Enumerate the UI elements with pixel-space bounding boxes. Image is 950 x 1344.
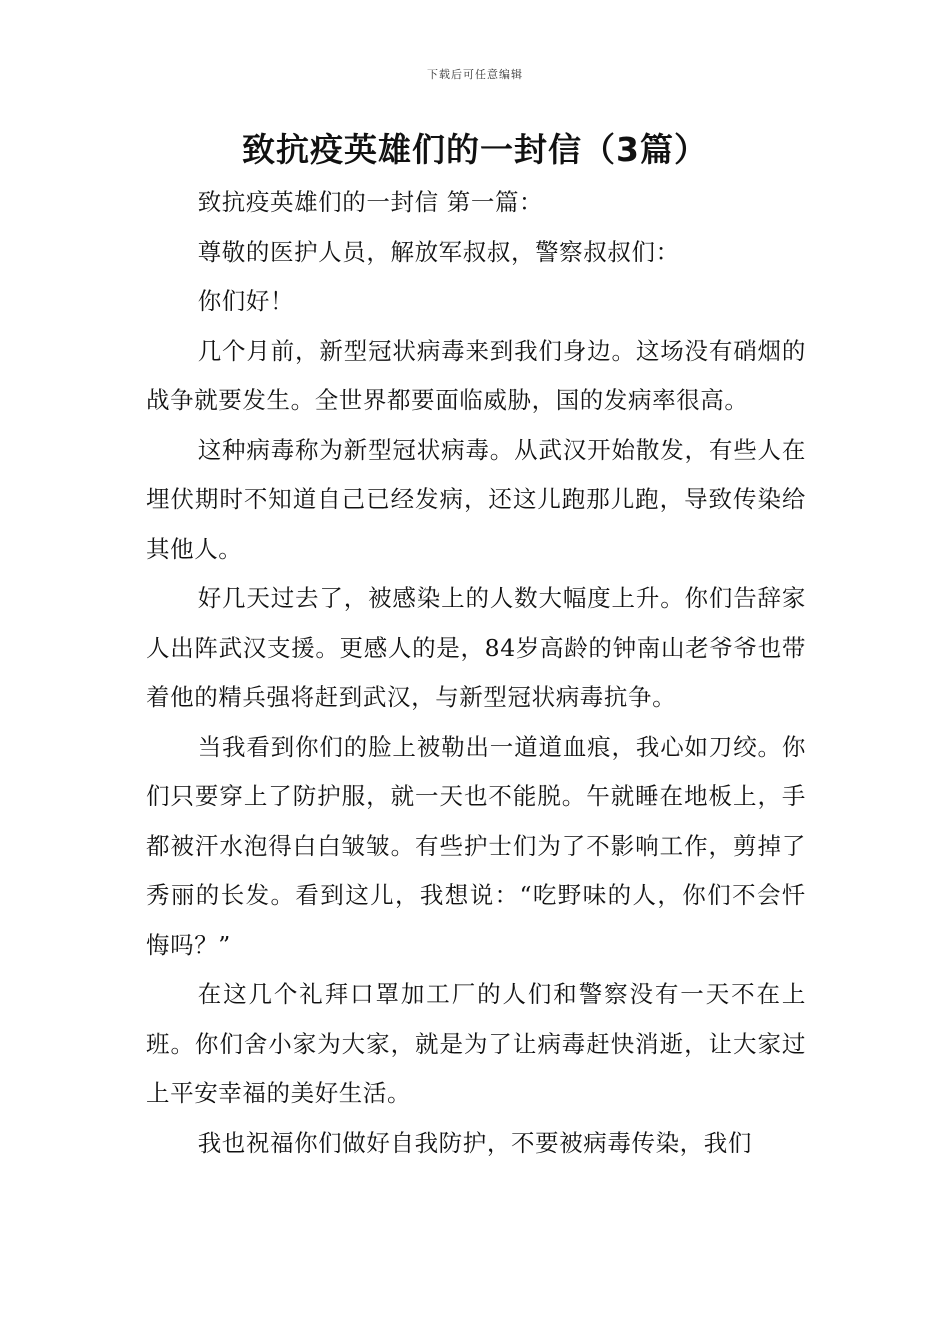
paragraph-greeting: 你们好！ bbox=[197, 287, 295, 315]
page-header-note: 下载后可任意编辑 bbox=[427, 68, 523, 81]
paragraph: 当我看到你们的脸上被勒出一道道血痕，我心如刀绞。你们只要穿上了防护服，就一天也不能脱。午就睡在地板上，手都被汗水泡得白白皱皱。有些护士们为了不影响工作，剪掉了秀丽的长发。看到这儿，我想说：“吃野味的人，你们不会忏悔吗？” bbox=[146, 732, 806, 959]
paragraph: 好几天过去了，被感染上的人数大幅度上升。你们告辞家人出阵武汉支援。更感人的是，84岁高龄的钟南山老爷爷也带着他的精兵强将赶到武汉，与新型冠状病毒抗争。 bbox=[146, 584, 806, 711]
paragraph-subtitle: 致抗疫英雄们的一封信 第一篇： bbox=[197, 188, 544, 216]
document-title: 致抗疫英雄们的一封信（3篇） bbox=[242, 130, 708, 169]
paragraph: 我也祝福你们做好自我防护，不要被病毒传染，我们 bbox=[197, 1128, 752, 1157]
document-body bbox=[146, 178, 806, 1168]
paragraph: 几个月前，新型冠状病毒来到我们身边。这场没有硝烟的战争就要发生。全世界都要面临威胁，国的发病率很高。 bbox=[146, 336, 806, 414]
paragraph-salutation: 尊敬的医护人员，解放军叔叔，警察叔叔们： bbox=[197, 237, 680, 266]
paragraph: 在这几个礼拜口罩加工厂的人们和警察没有一天不在上班。你们舍小家为大家，就是为了让病毒赶快消逝，让大家过上平安幸福的美好生活。 bbox=[146, 980, 806, 1107]
paragraph: 这种病毒称为新型冠状病毒。从武汉开始散发，有些人在埋伏期时不知道自己已经发病，还这儿跑那儿跑，导致传染给其他人。 bbox=[146, 435, 806, 563]
